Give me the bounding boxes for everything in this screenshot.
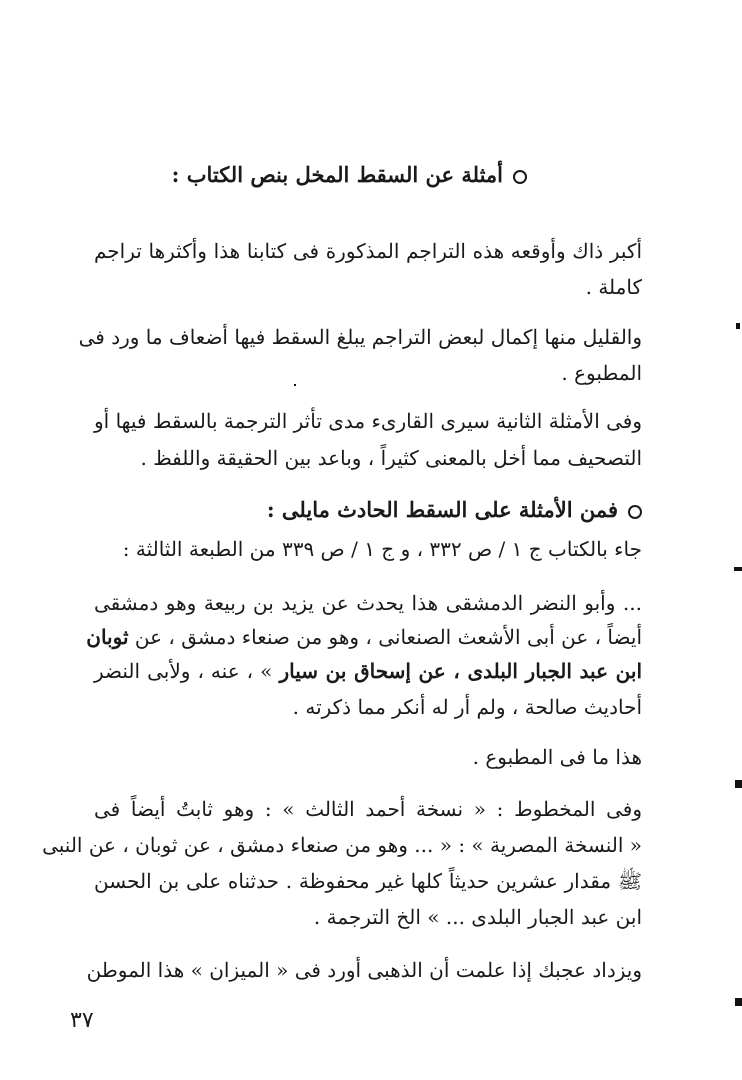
- salutation-symbol: ﷺ: [617, 869, 642, 893]
- manuscript-line-4: ابن عبد الجبار البلدى ... » الخ الترجمة .: [313, 905, 642, 929]
- paragraph-1-line-1: أكبر ذاك وأوقعه هذه التراجم المذكورة فى كتابنا هذا وأكثرها تراجم: [94, 239, 642, 263]
- paragraph-3-line-2: التصحيف مما أخل بالمعنى كثيراً ، وباعد بين الحقيقة واللفظ .: [140, 446, 642, 470]
- printed-note: هذا ما فى المطبوع .: [472, 745, 642, 769]
- circle-bullet-icon: [513, 170, 527, 184]
- quote-line-1: ... وأبو النضر الدمشقى هذا يحدث عن يزيد بن ربيعة وهو دمشقى: [94, 591, 642, 615]
- circle-bullet-icon: [628, 505, 642, 519]
- paragraph-2-line-1: والقليل منها إكمال لبعض التراجم يبلغ السقط فيها أضعاف ما ورد فى: [78, 325, 642, 349]
- closing-line: ويزداد عجبك إذا علمت أن الذهبى أورد فى « الميزان » هذا الموطن: [86, 958, 642, 982]
- paragraph-3-line-1: وفى الأمثلة الثانية سيرى القارىء مدى تأثر الترجمة بالسقط فيها أو: [94, 409, 642, 433]
- scan-speck: [294, 384, 296, 386]
- citation-line: جاء بالكتاب ج ١ / ص ٣٣٢ ، و ج ١ / ص ٣٣٩ من الطبعة الثالثة :: [122, 537, 642, 561]
- section-heading-1: أمثلة عن السقط المخل بنص الكتاب :: [197, 160, 527, 192]
- quote-line-2: أيضاً ، عن أبى الأشعث الصنعانى ، وهو من صنعاء دمشق ، عن ثوبان: [86, 625, 642, 649]
- scan-edge-mark: [735, 780, 742, 788]
- scan-edge-mark: [734, 567, 742, 571]
- quote-bold-name: ثوبان: [86, 625, 129, 649]
- section-heading-2: فمن الأمثلة على السقط الحادث مايلى :: [94, 495, 642, 527]
- manuscript-line-2: « النسخة المصرية » : « ... وهو من صنعاء دمشق ، عن ثوبان ، عن النبى: [42, 833, 642, 857]
- quote-line-4: أحاديث صالحة ، ولم أر له أنكر مما ذكرته .: [292, 695, 642, 719]
- paragraph-2-line-2: المطبوع .: [561, 361, 642, 385]
- paragraph-1-line-2: كاملة .: [585, 275, 642, 299]
- scan-edge-mark: [735, 998, 742, 1006]
- quote-bold-names: ابن عبد الجبار البلدى ، عن إسحاق بن سيار: [279, 659, 643, 683]
- page-number: ٣٧: [70, 1008, 94, 1033]
- scan-edge-mark: [736, 323, 740, 329]
- manuscript-line-1: وفى المخطوط : « نسخة أحمد الثالث » : وهو ثابتُ أيضاً فى: [94, 797, 642, 821]
- manuscript-line-3: ﷺ مقدار عشرين حديثاً كلها غير محفوظة . حدثناه على بن الحسن: [94, 869, 642, 893]
- quote-line-3: ابن عبد الجبار البلدى ، عن إسحاق بن سيار » ، عنه ، ولأبى النضر: [94, 659, 643, 683]
